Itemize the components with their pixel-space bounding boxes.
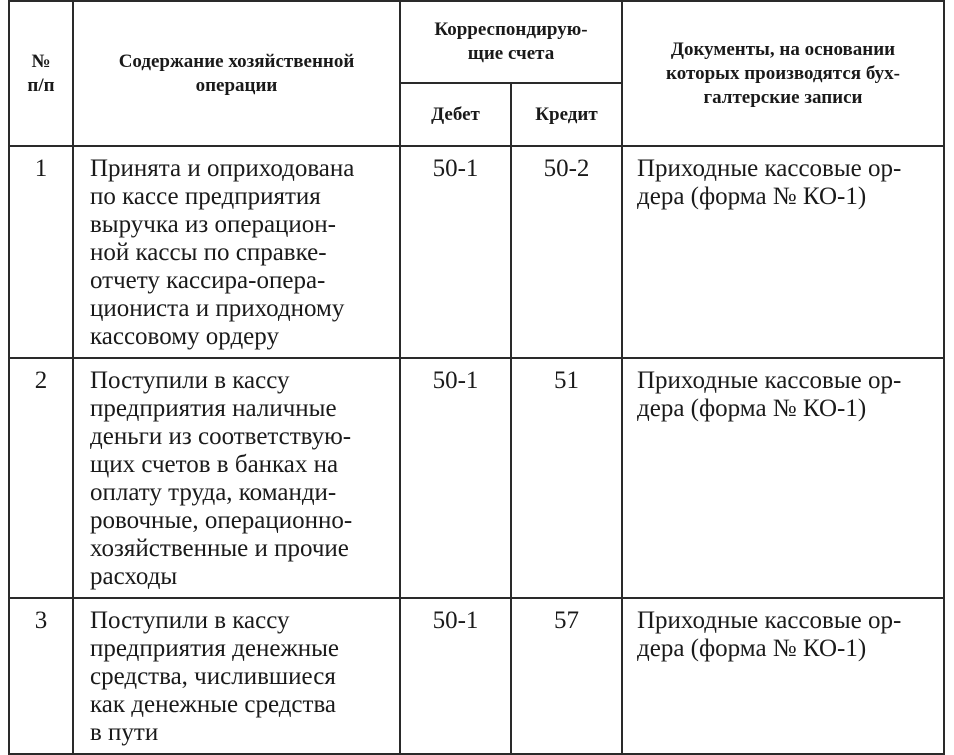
documents-line: Приходные кассовые ор-	[637, 607, 902, 634]
header-operation-line: операции	[195, 74, 278, 96]
table-row	[9, 146, 944, 358]
header-debit: Дебет	[400, 83, 511, 146]
operation-line: предприятия наличные	[90, 395, 337, 422]
table-row	[9, 358, 944, 598]
accounting-table	[8, 0, 945, 755]
operation-cell	[73, 146, 400, 358]
operation-line: хозяйственные и прочие	[90, 535, 349, 562]
header-credit: Кредит	[511, 83, 622, 146]
operation-line: выручка из операцион-	[90, 211, 336, 238]
header-number-line: №	[31, 50, 51, 72]
documents-line: дера (форма № КО-1)	[637, 635, 867, 662]
operation-cell	[73, 358, 400, 598]
operation-line: Поступили в кассу	[90, 367, 290, 394]
operation-line: как денежные средства	[90, 691, 337, 718]
operation-line: циониста и приходному	[90, 295, 345, 322]
operation-line: кассовому ордеру	[90, 323, 279, 350]
documents-line: дера (форма № КО-1)	[637, 395, 867, 422]
operation-line: отчету кассира-опера-	[90, 267, 326, 294]
documents-line: Приходные кассовые ор-	[637, 367, 902, 394]
debit-cell: 50-1	[400, 598, 511, 754]
operation-line: Принята и оприходована	[90, 155, 355, 182]
operation-line: щих счетов в банках на	[90, 451, 339, 478]
table-body	[9, 146, 944, 754]
documents-cell	[622, 146, 944, 358]
debit-cell: 50-1	[400, 358, 511, 598]
header-documents	[622, 1, 944, 146]
table-row	[9, 598, 944, 754]
operation-line: расходы	[90, 563, 178, 590]
row-number-cell: 2	[9, 358, 73, 598]
header-accounts-line: щие счета	[467, 43, 555, 64]
row-number-cell: 3	[9, 598, 73, 754]
operation-line: оплату труда, команди-	[90, 479, 337, 506]
operation-line: предприятия денежные	[90, 635, 340, 662]
operation-line: деньги из соответствую-	[90, 423, 352, 450]
operation-line: в пути	[90, 719, 159, 746]
header-documents-line: Документы, на основании	[670, 38, 896, 60]
operation-line: по кассе предприятия	[90, 183, 321, 210]
header-operation	[73, 1, 400, 146]
operation-line: ровочные, операционно-	[90, 507, 353, 534]
documents-line: дера (форма № КО-1)	[637, 183, 867, 210]
row-number-cell: 1	[9, 146, 73, 358]
documents-cell	[622, 358, 944, 598]
credit-cell: 57	[511, 598, 622, 754]
operation-cell	[73, 598, 400, 754]
header-accounts-line: Корреспондирую-	[434, 19, 588, 40]
header-corresponding-accounts	[400, 1, 622, 83]
header-number	[9, 1, 73, 146]
operation-line: Поступили в кассу	[90, 607, 290, 634]
header-number-line: п/п	[27, 74, 55, 96]
table-header	[9, 1, 944, 146]
header-documents-line: галтерские записи	[703, 86, 863, 108]
operation-line: средства, числившиеся	[90, 663, 336, 690]
credit-cell: 50-2	[511, 146, 622, 358]
credit-cell: 51	[511, 358, 622, 598]
header-documents-line: которых производятся бух-	[666, 62, 900, 84]
operation-line: ной кассы по справке-	[90, 239, 327, 266]
header-operation-line: Содержание хозяйственной	[118, 50, 355, 72]
debit-cell: 50-1	[400, 146, 511, 358]
documents-line: Приходные кассовые ор-	[637, 155, 902, 182]
documents-cell	[622, 598, 944, 754]
